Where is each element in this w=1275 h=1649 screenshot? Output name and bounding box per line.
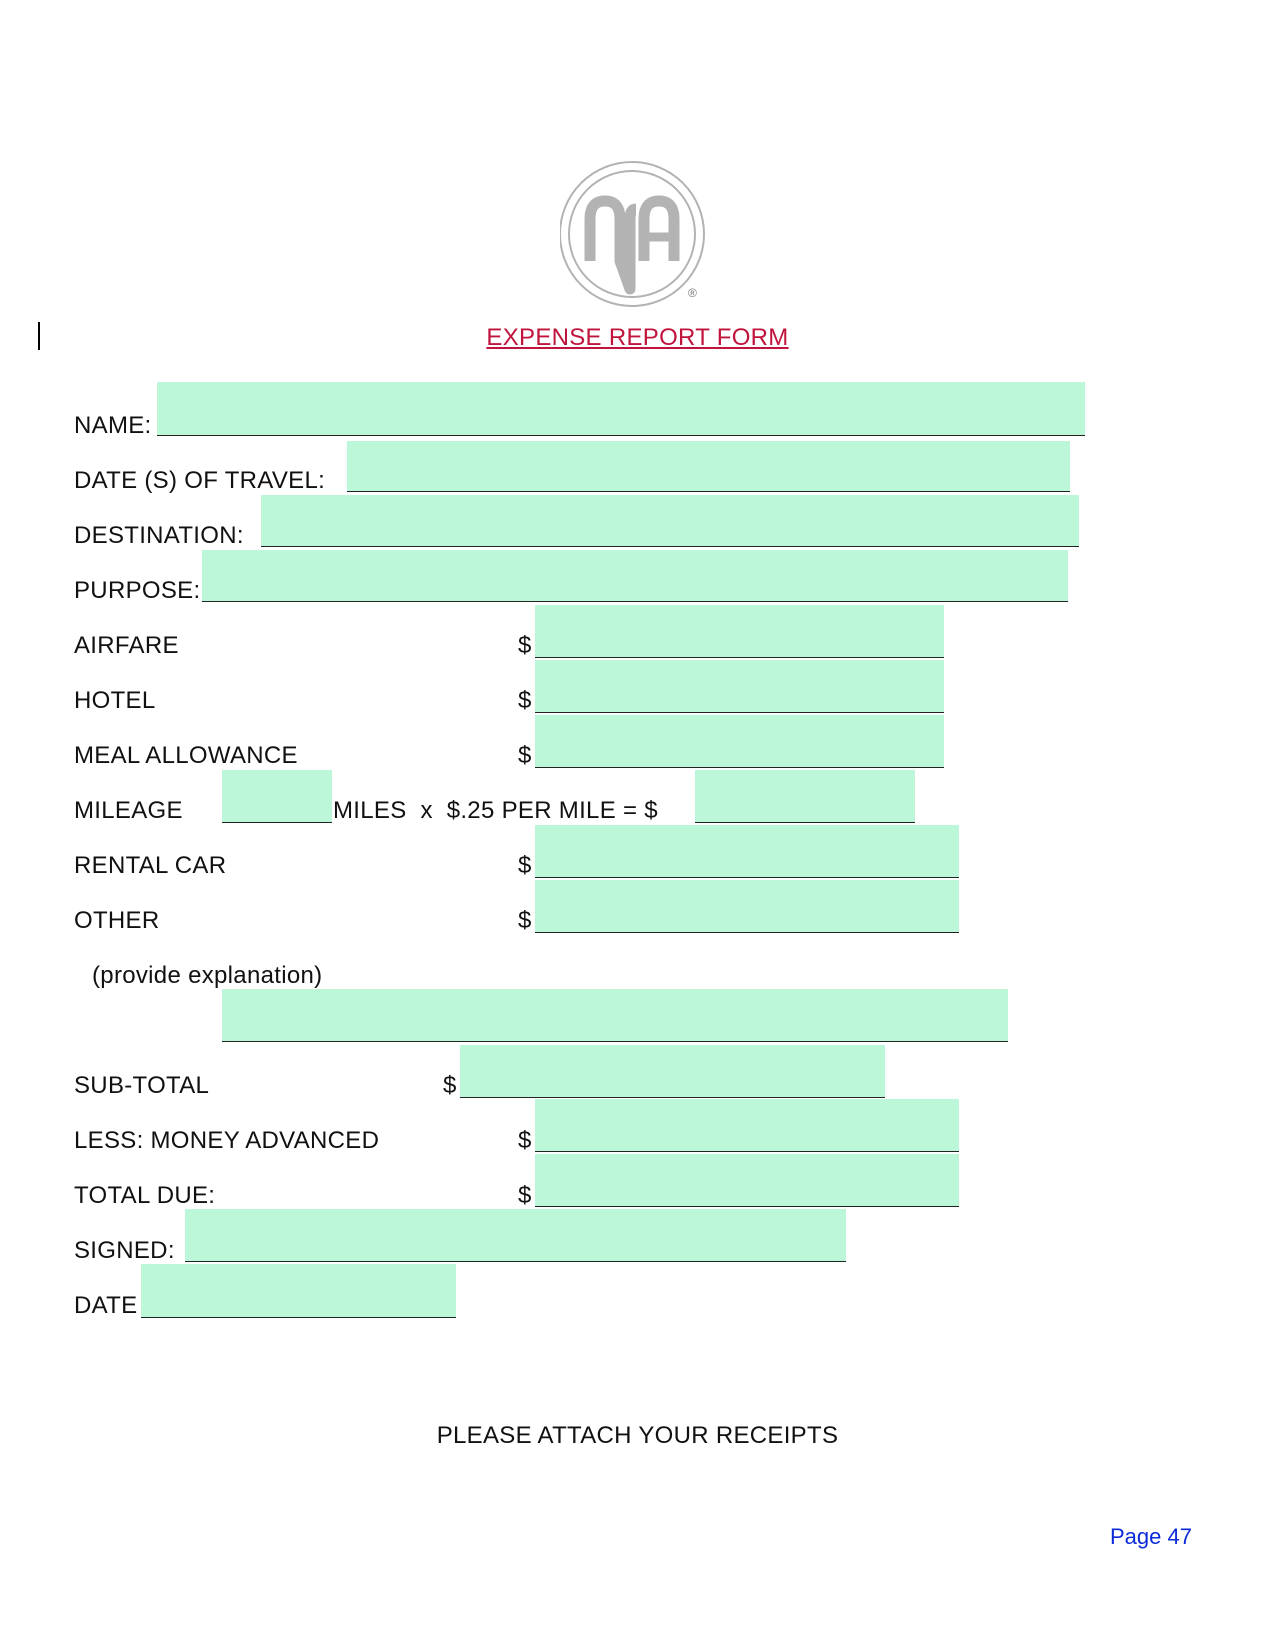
advanced-currency: $ [518, 1127, 532, 1154]
purpose-label: PURPOSE: [74, 577, 201, 604]
hotel-currency: $ [518, 687, 532, 714]
registered-mark: ® [688, 286, 697, 300]
rental-car-label: RENTAL CAR [74, 852, 227, 879]
subtotal-label: SUB-TOTAL [74, 1072, 210, 1099]
destination-field[interactable] [261, 495, 1079, 547]
purpose-field[interactable] [202, 550, 1068, 602]
mileage-amount-field[interactable] [695, 770, 915, 823]
other-field[interactable] [535, 880, 959, 933]
hotel-label: HOTEL [74, 687, 156, 714]
rental-car-field[interactable] [535, 825, 959, 878]
hotel-field[interactable] [535, 660, 944, 713]
money-advanced-field[interactable] [535, 1099, 959, 1152]
airfare-currency: $ [518, 632, 532, 659]
other-label: OTHER [74, 907, 160, 934]
name-field[interactable] [157, 382, 1085, 436]
money-advanced-label: LESS: MONEY ADVANCED [74, 1127, 380, 1154]
airfare-label: AIRFARE [74, 632, 179, 659]
meal-currency: $ [518, 742, 532, 769]
name-label: NAME: [74, 412, 152, 439]
attach-receipts-note: PLEASE ATTACH YOUR RECEIPTS [436, 1422, 839, 1449]
signature-field[interactable] [185, 1209, 846, 1262]
other-currency: $ [518, 907, 532, 934]
explanation-label: (provide explanation) [92, 962, 323, 989]
mileage-label: MILEAGE [74, 797, 183, 824]
travel-dates-label: DATE (S) OF TRAVEL: [74, 467, 326, 494]
total-due-field[interactable] [535, 1154, 959, 1207]
page-number: Page 47 [1110, 1524, 1192, 1549]
subtotal-field[interactable] [460, 1045, 885, 1098]
signed-label: SIGNED: [74, 1237, 175, 1264]
explanation-field[interactable] [222, 989, 1008, 1042]
mileage-calc-text: MILES x $.25 PER MILE = $ [333, 797, 658, 824]
date-label: DATE [74, 1292, 138, 1319]
form-title: EXPENSE REPORT FORM [486, 324, 789, 351]
total-currency: $ [518, 1182, 532, 1209]
subtotal-currency: $ [443, 1072, 457, 1099]
travel-dates-field[interactable] [347, 441, 1070, 492]
destination-label: DESTINATION: [74, 522, 244, 549]
rental-currency: $ [518, 852, 532, 879]
meal-allowance-field[interactable] [535, 715, 944, 768]
airfare-field[interactable] [535, 605, 944, 658]
meal-allowance-label: MEAL ALLOWANCE [74, 742, 298, 769]
date-field[interactable] [141, 1264, 456, 1318]
total-due-label: TOTAL DUE: [74, 1182, 216, 1209]
miles-field[interactable] [222, 770, 332, 823]
